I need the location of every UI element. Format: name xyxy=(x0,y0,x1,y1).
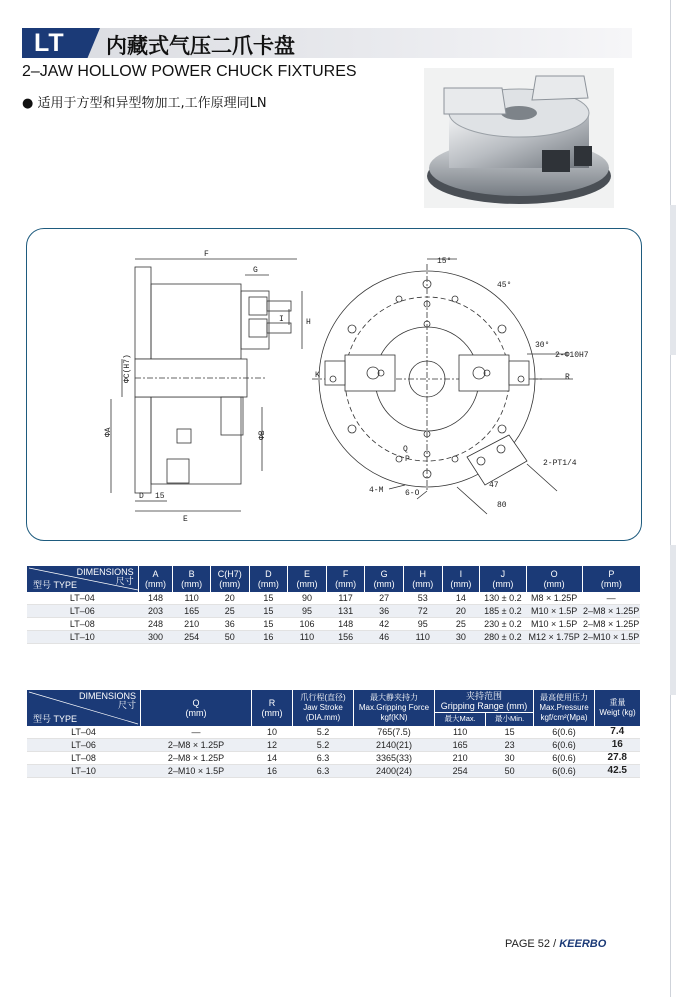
label-pt: 2-PT1/4 xyxy=(543,459,577,468)
label-oc: ΦC(H7) xyxy=(123,354,132,383)
table-row: LT–04 148 110 20 15 90 117 27 53 14 130 ± 0.2 M8 × 1.25P — xyxy=(27,592,641,605)
label-e: E xyxy=(183,515,188,524)
col-o: O (mm) xyxy=(526,566,582,592)
dimensions-table xyxy=(26,566,640,644)
col-p: P (mm) xyxy=(582,566,640,592)
label-angle15: 15° xyxy=(437,257,452,266)
table-row: LT–06 203 165 25 15 95 131 36 72 20 185 ± 0.2 M10 × 1.5P 2–M8 × 1.25P xyxy=(27,605,641,618)
page-number: PAGE 52 / xyxy=(505,938,557,950)
page-title: 内藏式气压二爪卡盘 xyxy=(106,34,295,58)
label-oa: ΦA xyxy=(104,427,113,437)
table-header-corner xyxy=(27,690,141,726)
col-q: Q (mm) xyxy=(141,690,252,726)
label-h: H xyxy=(306,318,311,327)
col-d: D (mm) xyxy=(249,566,288,592)
col-h: H (mm) xyxy=(403,566,442,592)
label-angle45: 45° xyxy=(497,281,512,290)
side-tab xyxy=(670,205,676,355)
label-f: F xyxy=(204,250,209,259)
col-pressure: 最高使用压力 Max.Pressure kgf/cm²(Mpa) xyxy=(534,690,595,726)
page-edge-line xyxy=(670,0,671,997)
label-o6: 6-O xyxy=(405,489,420,498)
table-row: LT–08 2–M8 × 1.25P 14 6.3 3365(33) 210 30 6(0.6) 27.8 xyxy=(27,752,641,765)
front-view xyxy=(312,259,573,514)
brand-logo: KEERBO xyxy=(559,938,607,950)
product-code: LT xyxy=(34,29,65,57)
label-m4: 4-M xyxy=(369,486,384,495)
col-range-min: 最小Min. xyxy=(486,712,534,726)
col-r: R (mm) xyxy=(252,690,293,726)
label-k: K xyxy=(315,371,320,380)
feature-bullet: ● 适用于方型和异型物加工,工作原理同LN xyxy=(22,96,267,111)
col-weight: 重量 Weigt (kg) xyxy=(595,690,641,726)
table-row: LT–10 300 254 50 16 110 156 46 110 30 280 ± 0.2 M12 × 1.75P 2–M10 × 1.5P xyxy=(27,631,641,644)
label-g: G xyxy=(253,266,258,275)
col-f: F (mm) xyxy=(326,566,365,592)
table-row: LT–04 — 10 5.2 765(7.5) 110 15 6(0.6) 7.4 xyxy=(27,726,641,739)
col-force: 最大静夹持力 Max.Gripping Force kgf(KN) xyxy=(354,690,435,726)
col-e: E (mm) xyxy=(288,566,327,592)
label-47: 47 xyxy=(489,481,499,490)
col-range-max: 最大Max. xyxy=(435,712,486,726)
col-b: B (mm) xyxy=(173,566,211,592)
type-label: 型号 TYPE xyxy=(33,714,78,724)
page-footer xyxy=(505,938,606,950)
label-p: P xyxy=(405,455,410,464)
table-row: LT–10 2–M10 × 1.5P 16 6.3 2400(24) 254 50 6(0.6) 42.5 xyxy=(27,765,641,778)
table-row: LT–06 2–M8 × 1.25P 12 5.2 2140(21) 165 23 6(0.6) 16 xyxy=(27,739,641,752)
feature-text: 适用于方型和异型物加工,工作原理同LN xyxy=(37,96,267,111)
table-header-corner xyxy=(27,566,139,592)
label-q: Q xyxy=(403,445,408,454)
performance-table xyxy=(26,690,640,778)
label-angle30: 30° xyxy=(535,341,550,350)
label-r: R xyxy=(565,373,570,382)
type-label: 型号 TYPE xyxy=(33,580,78,590)
col-c: C(H7) (mm) xyxy=(210,566,249,592)
col-g: G (mm) xyxy=(365,566,404,592)
dim-label: DIMENSIONS 尺寸 xyxy=(76,567,134,586)
drawing-frame xyxy=(26,228,642,541)
label-d: D xyxy=(139,492,144,501)
product-photo xyxy=(424,68,614,208)
label-ob: ΦB xyxy=(258,430,267,440)
dim-label: DIMENSIONS 尺寸 xyxy=(78,691,136,710)
side-tab xyxy=(670,545,676,695)
label-d15: 15 xyxy=(155,492,165,501)
col-stroke: 爪行程(直径) Jaw Stroke (DIA.mm) xyxy=(293,690,354,726)
label-hole: 2-Φ10H7 xyxy=(555,351,589,360)
col-j: J (mm) xyxy=(480,566,526,592)
table-row: LT–08 248 210 36 15 106 148 42 95 25 230 ± 0.2 M10 × 1.5P 2–M8 × 1.25P xyxy=(27,618,641,631)
col-a: A (mm) xyxy=(138,566,173,592)
label-80: 80 xyxy=(497,501,507,510)
page-subtitle: 2–JAW HOLLOW POWER CHUCK FIXTURES xyxy=(22,63,357,80)
col-i: I (mm) xyxy=(442,566,480,592)
label-i: I xyxy=(279,315,284,324)
side-view xyxy=(111,259,302,511)
col-range: 夹持范围 Gripping Range (mm) xyxy=(435,690,534,712)
